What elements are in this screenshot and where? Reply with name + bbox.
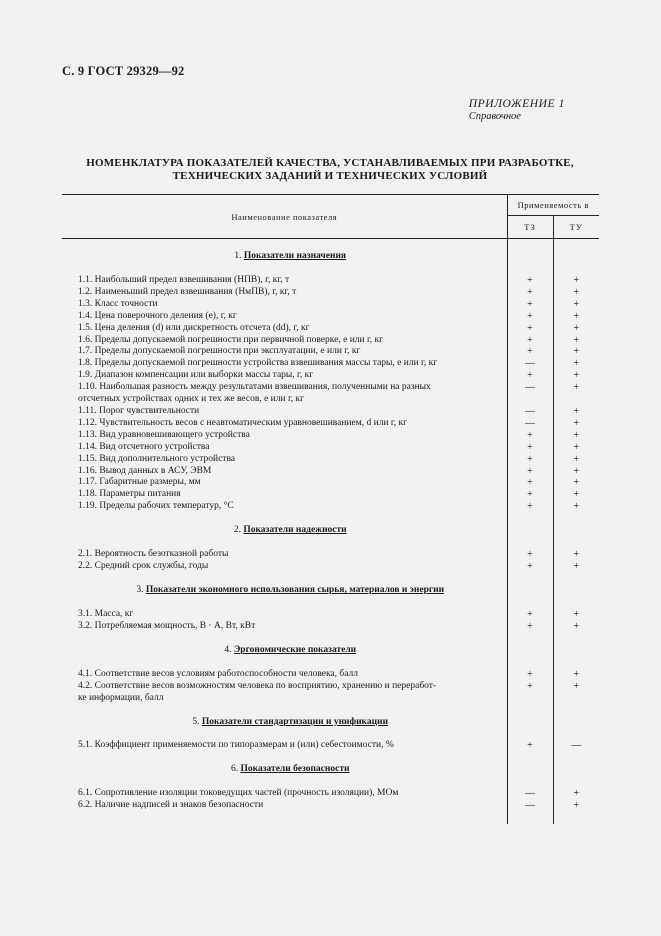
tu-mark: + [573,346,580,358]
tz-mark: + [507,740,553,752]
tz-mark: + [507,299,553,311]
tz-mark: + [507,430,553,442]
tu-mark: + [573,465,580,477]
tu-mark: + [573,286,580,298]
table-row [62,501,599,513]
tu-mark: + [573,275,580,286]
section-tz-cell [507,704,553,740]
document-title [60,157,600,183]
tu-mark: + [573,417,580,429]
indicator-name: 1.14. Вид отсчетного устройства [62,442,507,454]
section-title: Эргономические показатели [233,644,357,655]
section-tu-cell [553,239,599,276]
section-tz-cell [507,239,553,276]
table-row [62,442,599,454]
table-row [62,406,599,418]
table-row [62,740,599,752]
section-title-cell [62,752,507,788]
table-row [62,394,599,406]
table-row [62,382,599,394]
tz-mark: + [507,609,553,621]
section-tz-cell [507,752,553,788]
table-row [62,346,599,358]
section-title-cell [62,573,507,609]
table-row [62,466,599,478]
table-row [62,681,599,693]
tu-mark: + [573,322,580,334]
section-number: 1. [234,251,244,262]
table-row [62,489,599,501]
tail-cell [62,812,507,824]
indicator-name: 1.12. Чувствительность весов с неавтоматическим уравновешиванием, d или г, кг [62,418,507,430]
indicator-name: 1.13. Вид уравновешивающего устройства [62,430,507,442]
section-title: Показатели назначения [243,251,347,262]
tu-mark [553,693,599,705]
section-tz-cell [507,513,553,549]
indicator-name: 1.10. Наибольшая разность между результатами взвешивания, полученными на разных [62,382,507,394]
column-header-applicability: Применяемость в [507,195,599,216]
indicator-name: 6.1. Сопротивление изоляции токоведущих частей (прочность изоляции), МОм [62,788,507,800]
column-header-name: Наименование показателя [62,195,507,239]
appendix-label: ПРИЛОЖЕНИЕ 1 [468,98,565,110]
table-row [62,561,599,573]
table-body [62,239,599,825]
indicator-name: 1.16. Вывод данных в АСУ, ЭВМ [62,466,507,478]
indicator-name: 1.5. Цена деления (d) или дискретность отсчета (dd), г, кг [62,323,507,335]
tu-mark: + [573,310,580,322]
indicator-name: ке информации, балл [62,693,507,705]
indicator-name: 1.4. Цена поверочного деления (e), г, кг [62,311,507,323]
tu-mark: + [573,382,580,394]
indicator-name: 1.19. Пределы рабочих температур, °С [62,501,507,513]
tu-mark: + [573,489,580,501]
table-row [62,669,599,681]
indicator-name: 1.1. Наибольший предел взвешивания (НПВ), г, кг, т [62,275,507,287]
section-title-cell [62,513,507,549]
tz-mark [507,394,553,406]
tu-mark: + [573,405,580,417]
tu-mark: + [573,549,580,561]
section-title-cell [62,239,507,276]
tu-mark: + [573,620,580,632]
tz-mark: + [507,549,553,561]
tu-mark: + [573,441,580,453]
tail-cell [507,812,553,824]
tu-mark: + [573,668,580,680]
section-title: Показатели надежности [243,525,347,536]
tz-mark: — [507,406,553,418]
tz-mark: + [507,323,553,335]
indicator-name: 2.1. Вероятность безотказной работы [62,549,507,561]
tz-mark: — [507,418,553,430]
table-row [62,418,599,430]
indicator-name: 1.8. Пределы допускаемой погрешности устройства взвешивания массы тары, e или г, кг [62,358,507,370]
tu-mark: + [573,561,580,573]
tu-mark: + [573,608,580,620]
section-tz-cell [507,633,553,669]
tu-mark: + [573,370,580,382]
tz-mark: + [507,370,553,382]
indicator-name: 4.2. Соответствие весов возможностям человека по восприятию, хранению и переработ- [62,681,507,693]
section-row [62,633,599,669]
tz-mark: + [507,561,553,573]
indicator-name: 1.7. Пределы допускаемой погрешности при эксплуатации, e или г, кг [62,346,507,358]
section-title-cell [62,633,507,669]
indicator-name: 1.11. Порог чувствительности [62,406,507,418]
table-row [62,370,599,382]
section-row [62,573,599,609]
section-number: 3. [136,584,146,595]
section-row [62,513,599,549]
tu-mark: + [573,453,580,465]
section-row [62,752,599,788]
tu-mark: + [573,680,580,692]
section-number: 6. [231,764,241,775]
indicator-name: 4.1. Соответствие весов условиям работоспособности человека, балл [62,669,507,681]
tu-mark [553,394,599,406]
tu-mark: + [573,298,580,310]
table-row [62,477,599,489]
tu-mark: + [573,358,580,370]
tz-mark: + [507,311,553,323]
tu-mark: + [573,800,580,812]
table-row [62,335,599,347]
tu-mark: + [573,788,580,800]
appendix-label-block [469,98,565,122]
table-row [62,549,599,561]
tu-mark: + [573,334,580,346]
tu-mark: + [573,429,580,441]
tz-mark: + [507,489,553,501]
indicator-name: 1.3. Класс точности [62,299,507,311]
table-row [62,275,599,287]
table-row [62,323,599,335]
table-row [62,693,599,705]
section-tu-cell [553,704,599,740]
indicator-name: отсчетных устройствах одних и тех же весов, e или г, кг [62,394,507,406]
appendix-note: Справочное [468,111,521,122]
tz-mark: — [507,800,553,812]
section-row [62,704,599,740]
tz-mark: — [507,788,553,800]
column-header-tz: ТЗ [507,216,553,239]
tz-mark: + [507,335,553,347]
table-row [62,299,599,311]
tz-mark: — [507,382,553,394]
tz-mark: + [507,621,553,633]
tz-mark: + [507,466,553,478]
indicator-name: 1.18. Параметры питания [62,489,507,501]
section-number: 5. [192,716,202,727]
tz-mark: + [507,477,553,489]
section-title: Показатели экономного использования сырья, материалов и энергии [145,584,445,595]
indicator-name: 1.9. Диапазон компенсации или выборки массы тары, г, кг [62,370,507,382]
section-tu-cell [553,633,599,669]
table-row [62,788,599,800]
quality-indicators-table [62,194,599,824]
indicator-name: 1.6. Пределы допускаемой погрешности при первичной поверке, e или г, кг [62,335,507,347]
tz-mark: + [507,501,553,513]
tz-mark: — [507,358,553,370]
tz-mark: + [507,287,553,299]
indicator-name: 2.2. Средний срок службы, годы [62,561,507,573]
indicator-name: 5.1. Коэффициент применяемости по типоразмерам и (или) себестоимости, % [62,740,507,752]
tu-mark: + [573,477,580,489]
indicator-name: 6.2. Наличие надписей и знаков безопасности [62,800,507,812]
section-tz-cell [507,573,553,609]
title-line-2: ТЕХНИЧЕСКИХ ЗАДАНИЙ И ТЕХНИЧЕСКИХ УСЛОВИЙ [172,170,488,182]
section-tu-cell [553,513,599,549]
section-title: Показатели стандартизации и унификации [201,716,389,727]
section-row [62,239,599,276]
tz-mark: + [507,669,553,681]
indicator-name: 1.2. Наименьший предел взвешивания (НмПВ), г, кг, т [62,287,507,299]
tu-mark: + [573,501,580,513]
tz-mark: + [507,454,553,466]
tail-cell [553,812,599,824]
tz-mark [507,693,553,705]
table-row [62,454,599,466]
section-tu-cell [553,573,599,609]
table-tail [62,812,599,824]
indicator-name: 3.1. Масса, кг [62,609,507,621]
tz-mark: + [507,275,553,287]
table-row [62,430,599,442]
column-header-tu: ТУ [553,216,599,239]
tu-mark: — [571,740,582,752]
page-header: С. 9 ГОСТ 29329—92 [62,64,185,78]
table-row [62,358,599,370]
tz-mark: + [507,346,553,358]
section-title: Показатели безопасности [240,764,350,775]
section-title-cell [62,704,507,740]
tz-mark: + [507,681,553,693]
indicator-name: 3.2. Потребляемая мощность, В · А, Вт, кВт [62,621,507,633]
title-line-1: НОМЕНКЛАТУРА ПОКАЗАТЕЛЕЙ КАЧЕСТВА, УСТАНАВЛИВАЕМЫХ ПРИ РАЗРАБОТКЕ, [86,157,574,169]
table-row [62,287,599,299]
table-row [62,621,599,633]
table-row [62,800,599,812]
table-row [62,609,599,621]
tz-mark: + [507,442,553,454]
section-number: 4. [224,644,234,655]
table-row [62,311,599,323]
indicator-name: 1.15. Вид дополнительного устройства [62,454,507,466]
indicator-name: 1.17. Габаритные размеры, мм [62,477,507,489]
section-number: 2. [233,525,244,536]
section-tu-cell [553,752,599,788]
